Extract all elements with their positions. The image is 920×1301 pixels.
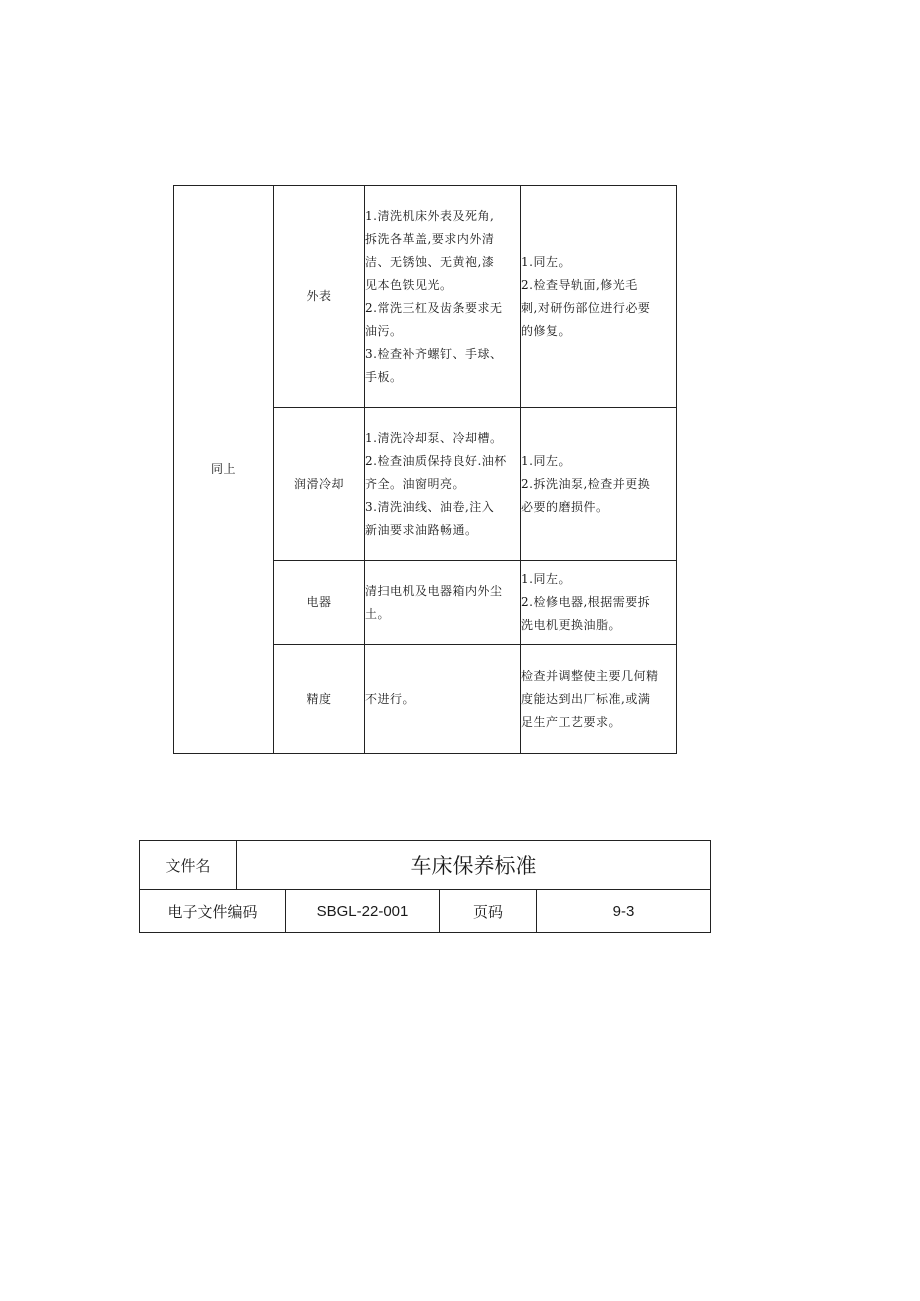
table-row — [140, 841, 711, 890]
page-number-label: 页码 — [440, 890, 537, 933]
periodic-maintenance-cell — [521, 186, 677, 408]
daily-maintenance-cell — [365, 561, 521, 645]
text-line: 齐全。油窗明亮。 — [365, 476, 466, 491]
part-cell — [274, 561, 365, 645]
text-line: 洁、无锈蚀、无黄袍,漆 — [365, 254, 495, 269]
text-line: 新油要求油路畅通。 — [365, 522, 478, 537]
text-line: 见本色铁见光。 — [365, 277, 453, 292]
part-label: 外表 — [306, 289, 332, 303]
text-line: 不进行。 — [365, 691, 416, 706]
text-line: 的修复。 — [521, 323, 572, 338]
text-line: 手板。 — [365, 369, 403, 384]
text-line: 2.常洗三杠及齿条要求无 — [365, 300, 503, 315]
text-line: 1.清洗冷却泵、冷却槽。 — [365, 430, 503, 445]
part-label: 润滑冷却 — [293, 476, 344, 491]
page-number-value: 9-3 — [537, 890, 711, 933]
file-code-label: 电子文件编码 — [140, 890, 286, 933]
part-cell — [274, 408, 365, 561]
document-title: 车床保养标准 — [237, 841, 711, 890]
file-code-value: SBGL-22-001 — [286, 890, 440, 933]
text-line: 拆洗各革盖,要求内外清 — [365, 231, 495, 246]
table-row — [140, 890, 711, 933]
text-line: 1.同左。 — [521, 254, 571, 269]
document-info-table — [139, 840, 711, 933]
text-line: 2.检查导轨面,修光毛 — [521, 277, 638, 292]
text-line: 1.同左。 — [521, 453, 571, 468]
maintenance-table — [173, 185, 677, 754]
text-line: 足生产工艺要求。 — [521, 714, 622, 729]
text-line: 必要的磨损件。 — [521, 499, 609, 514]
part-label: 电器 — [306, 595, 332, 609]
periodic-maintenance-cell — [521, 645, 677, 754]
periodic-maintenance-cell — [521, 561, 677, 645]
text-line: 刺,对研伤部位进行必要 — [521, 300, 651, 315]
text-line: 度能达到出厂标准,或满 — [521, 691, 651, 706]
daily-maintenance-cell — [365, 645, 521, 754]
text-line: 清扫电机及电器箱内外尘 — [365, 583, 503, 598]
daily-maintenance-cell — [365, 408, 521, 561]
group-cell — [174, 186, 274, 754]
text-line: 洗电机更换油脂。 — [521, 618, 622, 632]
text-line: 3.清洗油线、油卷,注入 — [365, 499, 495, 514]
periodic-maintenance-cell — [521, 408, 677, 561]
table-row — [174, 186, 677, 408]
text-line: 1.同左。 — [521, 572, 571, 586]
text-line: 2.检修电器,根据需要拆 — [521, 595, 651, 609]
text-line: 2.检查油质保持良好.油杯 — [365, 453, 507, 468]
daily-maintenance-cell — [365, 186, 521, 408]
text-line: 1.清洗机床外表及死角, — [365, 208, 495, 223]
text-line: 3.检查补齐螺钉、手球、 — [365, 346, 503, 361]
text-line: 油污。 — [365, 323, 403, 338]
text-line: 土。 — [365, 606, 391, 621]
part-label: 精度 — [306, 691, 332, 706]
part-cell — [274, 645, 365, 754]
group-label: 同上 — [210, 462, 236, 476]
text-line: 检查并调整使主要几何精 — [521, 668, 659, 683]
file-name-label: 文件名 — [140, 841, 237, 890]
part-cell — [274, 186, 365, 408]
text-line: 2.拆洗油泵,检查并更换 — [521, 476, 651, 491]
